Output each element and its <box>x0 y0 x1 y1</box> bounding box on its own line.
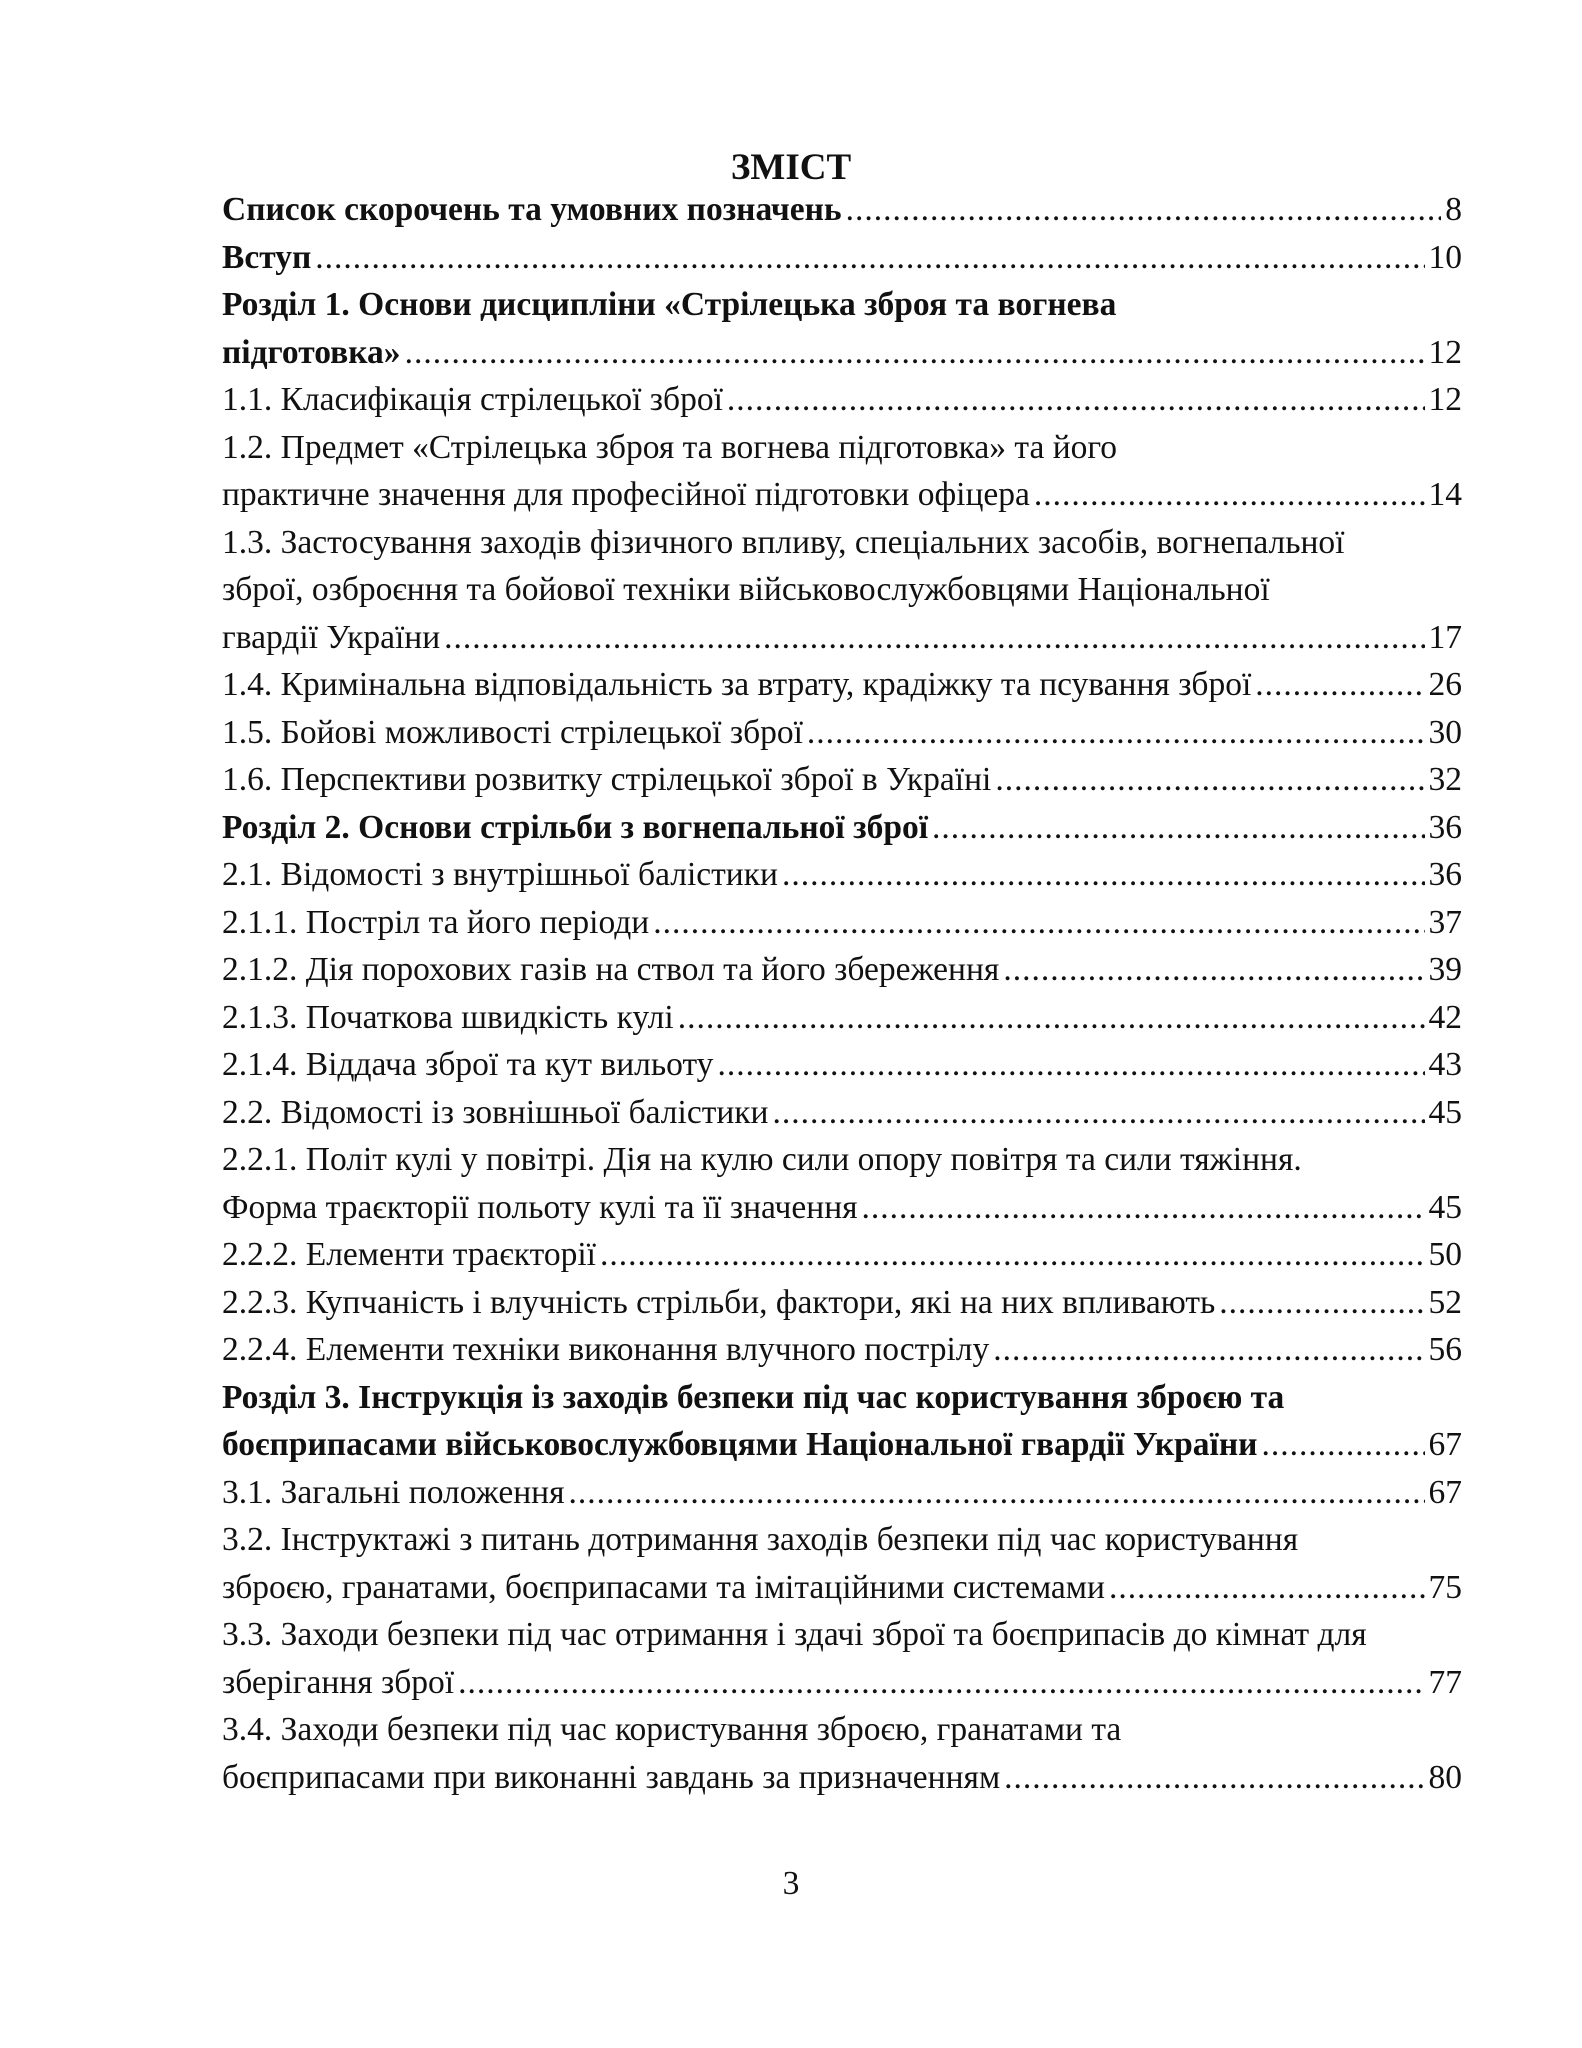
toc-entry-last-line <box>222 1041 1462 1089</box>
toc-entry-text: 2.2.1. Політ кулі у повітрі. Дія на кулю сили опору повітря та сили тяжіння. <box>222 1141 1302 1178</box>
toc-entry-last-line <box>222 1279 1462 1327</box>
toc-entry-text: боєприпасами військовослужбовцями Національної гвардії України <box>222 1426 1258 1463</box>
dot-leader <box>772 1089 1424 1137</box>
dot-leader <box>315 234 1424 282</box>
toc-page-number: 30 <box>1428 713 1462 751</box>
toc-entry <box>222 1041 1462 1089</box>
toc-entry <box>222 661 1462 709</box>
toc-entry <box>222 1611 1462 1706</box>
toc-entry <box>222 1136 1462 1231</box>
dot-leader <box>782 851 1425 899</box>
toc-entry-last-line <box>222 994 1462 1042</box>
toc-entry <box>222 804 1462 852</box>
toc-entry-last-line <box>222 1564 1462 1612</box>
toc-page-number: 14 <box>1428 476 1462 513</box>
toc-entry-last-line <box>222 709 1462 757</box>
toc-page-number: 45 <box>1428 1188 1462 1226</box>
toc-entry <box>222 1706 1462 1801</box>
toc-page-number: 37 <box>1428 903 1462 941</box>
toc-entry-text: 1.2. Предмет «Стрілецька зброя та вогнева підготовка» та його <box>222 428 1118 466</box>
table-of-contents <box>222 186 1462 1801</box>
toc-entry-text: Розділ 3. Інструкція із заходів безпеки під час користування зброєю та <box>222 1378 1285 1416</box>
toc-entry-last-line <box>222 661 1462 709</box>
toc-entry-last-line <box>222 614 1462 662</box>
toc-page-number: 56 <box>1428 1331 1462 1368</box>
toc-entry-text: 2.1.3. Початкова швидкість кулі <box>222 998 674 1036</box>
toc-entry-last-line <box>222 1469 1462 1517</box>
dot-leader <box>862 1184 1425 1232</box>
dot-leader <box>1003 946 1424 994</box>
dot-leader <box>653 899 1424 947</box>
dot-leader <box>717 1041 1424 1089</box>
toc-page-number: 75 <box>1428 1568 1462 1606</box>
toc-page-number: 12 <box>1428 381 1462 418</box>
toc-entry-text: 2.2. Відомості із зовнішньої балістики <box>222 1093 769 1131</box>
toc-entry <box>222 1469 1462 1517</box>
toc-entry-text: 3.2. Інструктажі з питань дотримання заходів безпеки під час користування <box>222 1521 1299 1558</box>
toc-entry-text: 2.2.2. Елементи траєкторії <box>222 1236 596 1273</box>
dot-leader <box>1219 1279 1424 1327</box>
toc-entry-text: 2.2.4. Елементи техніки виконання влучного пострілу <box>222 1331 990 1368</box>
dot-leader <box>1255 661 1424 709</box>
toc-page-number: 12 <box>1428 333 1462 371</box>
toc-entry <box>222 1089 1462 1137</box>
toc-entry-text: 1.1. Класифікація стрілецької зброї <box>222 381 723 418</box>
toc-entry-text: 2.1.2. Дія порохових газів на ствол та його збереження <box>222 951 1000 988</box>
dot-leader <box>807 709 1425 757</box>
toc-page-number: 8 <box>1445 191 1462 228</box>
dot-leader <box>458 1659 1424 1707</box>
toc-page-number: 52 <box>1428 1283 1462 1321</box>
dot-leader <box>727 376 1425 424</box>
toc-entry <box>222 1279 1462 1327</box>
toc-entry <box>222 1374 1462 1469</box>
toc-entry-text: 1.3. Застосування заходів фізичного впливу, спеціальних засобів, вогнепальної <box>222 523 1345 561</box>
toc-page-number: 32 <box>1428 761 1462 798</box>
toc-title: ЗМІСТ <box>730 147 852 188</box>
toc-entry-last-line <box>222 946 1462 994</box>
toc-entry-text: 3.1. Загальні положення <box>222 1473 565 1511</box>
toc-entry-text: зброєю, гранатами, боєприпасами та імітаційними системами <box>222 1568 1105 1606</box>
toc-page-number: 45 <box>1428 1093 1462 1131</box>
toc-entry-text: 1.6. Перспективи розвитку стрілецької зброї в Україні <box>222 761 992 798</box>
toc-page-number: 80 <box>1428 1758 1462 1796</box>
toc-entry-text: 2.2.3. Купчаність і влучність стрільби, фактори, які на них впливають <box>222 1283 1216 1321</box>
toc-page-number: 43 <box>1428 1046 1462 1083</box>
toc-entry-text: підготовка» <box>222 333 401 371</box>
toc-entry <box>222 186 1462 234</box>
dot-leader <box>444 614 1424 662</box>
toc-entry-text: гвардії України <box>222 618 441 656</box>
toc-entry-last-line <box>222 1326 1462 1374</box>
toc-entry <box>222 519 1462 662</box>
toc-entry-text: Розділ 2. Основи стрільби з вогнепальної зброї <box>222 808 929 846</box>
dot-leader <box>1004 1754 1424 1802</box>
toc-page-number: 67 <box>1428 1473 1462 1511</box>
dot-leader <box>405 329 1425 377</box>
dot-leader <box>1109 1564 1425 1612</box>
toc-entry-last-line <box>222 804 1462 852</box>
dot-leader <box>1261 1421 1424 1469</box>
toc-entry-text: боєприпасами при виконанні завдань за призначенням <box>222 1758 1001 1796</box>
toc-page-number: 42 <box>1428 998 1462 1036</box>
toc-page-number: 39 <box>1428 951 1462 988</box>
toc-entry <box>222 376 1462 424</box>
dot-leader <box>569 1469 1425 1517</box>
page-number: 3 <box>782 1865 800 1902</box>
toc-page-number: 77 <box>1428 1663 1462 1701</box>
toc-entry <box>222 424 1462 519</box>
toc-entry <box>222 1326 1462 1374</box>
toc-entry <box>222 234 1462 282</box>
toc-entry-text: 1.4. Кримінальна відповідальність за втрату, крадіжку та псування зброї <box>222 666 1252 703</box>
toc-entry-text: зброї, озброєння та бойової техніки військовослужбовцями Національної <box>222 571 1270 608</box>
toc-entry-text: 3.4. Заходи безпеки під час користування зброєю, гранатами та <box>222 1711 1122 1748</box>
toc-entry <box>222 281 1462 376</box>
toc-entry-last-line <box>222 1184 1462 1232</box>
toc-entry-last-line <box>222 1659 1462 1707</box>
toc-entry-text: 2.1. Відомості з внутрішньої балістики <box>222 856 778 893</box>
toc-entry-last-line <box>222 234 1462 282</box>
toc-entry-last-line <box>222 329 1462 377</box>
toc-page-number: 36 <box>1428 808 1462 846</box>
toc-entry-text: Форма траєкторії польоту кулі та її значення <box>222 1188 858 1226</box>
toc-entry-last-line <box>222 471 1462 519</box>
toc-entry-last-line <box>222 899 1462 947</box>
toc-entry-last-line <box>222 851 1462 899</box>
toc-entry <box>222 756 1462 804</box>
toc-entry-last-line <box>222 186 1462 234</box>
dot-leader <box>678 994 1425 1042</box>
toc-page-number: 50 <box>1428 1236 1462 1273</box>
toc-entry-text: 3.3. Заходи безпеки під час отримання і здачі зброї та боєприпасів до кімнат для <box>222 1616 1367 1653</box>
toc-entry-text: 1.5. Бойові можливості стрілецької зброї <box>222 713 803 751</box>
dot-leader <box>993 1326 1424 1374</box>
toc-entry <box>222 709 1462 757</box>
toc-entry-text: Вступ <box>222 238 312 276</box>
toc-entry-text: 2.1.1. Постріл та його періоди <box>222 903 650 941</box>
toc-entry-text: Список скорочень та умовних позначень <box>222 191 842 228</box>
toc-entry <box>222 1516 1462 1611</box>
toc-page-number: 36 <box>1428 856 1462 893</box>
toc-entry <box>222 946 1462 994</box>
dot-leader <box>932 804 1424 852</box>
toc-entry-text: практичне значення для професійної підготовки офіцера <box>222 476 1030 513</box>
dot-leader <box>846 186 1442 234</box>
toc-entry-text: зберігання зброї <box>222 1663 455 1701</box>
toc-entry <box>222 1231 1462 1279</box>
toc-page-number: 10 <box>1428 238 1462 276</box>
toc-entry <box>222 899 1462 947</box>
toc-entry-last-line <box>222 1231 1462 1279</box>
toc-entry-last-line <box>222 376 1462 424</box>
toc-entry-text: Розділ 1. Основи дисципліни «Стрілецька зброя та вогнева <box>222 286 1117 323</box>
toc-entry-last-line <box>222 1421 1462 1469</box>
dot-leader <box>1034 471 1425 519</box>
toc-page-number: 67 <box>1428 1426 1462 1463</box>
toc-entry <box>222 851 1462 899</box>
toc-entry <box>222 994 1462 1042</box>
toc-page-number: 17 <box>1428 618 1462 656</box>
toc-entry-last-line <box>222 1754 1462 1802</box>
toc-page-number: 26 <box>1428 666 1462 703</box>
dot-leader <box>995 756 1424 804</box>
dot-leader <box>600 1231 1425 1279</box>
toc-entry-last-line <box>222 1089 1462 1137</box>
toc-entry-text: 2.1.4. Віддача зброї та кут вильоту <box>222 1046 714 1083</box>
toc-entry-last-line <box>222 756 1462 804</box>
